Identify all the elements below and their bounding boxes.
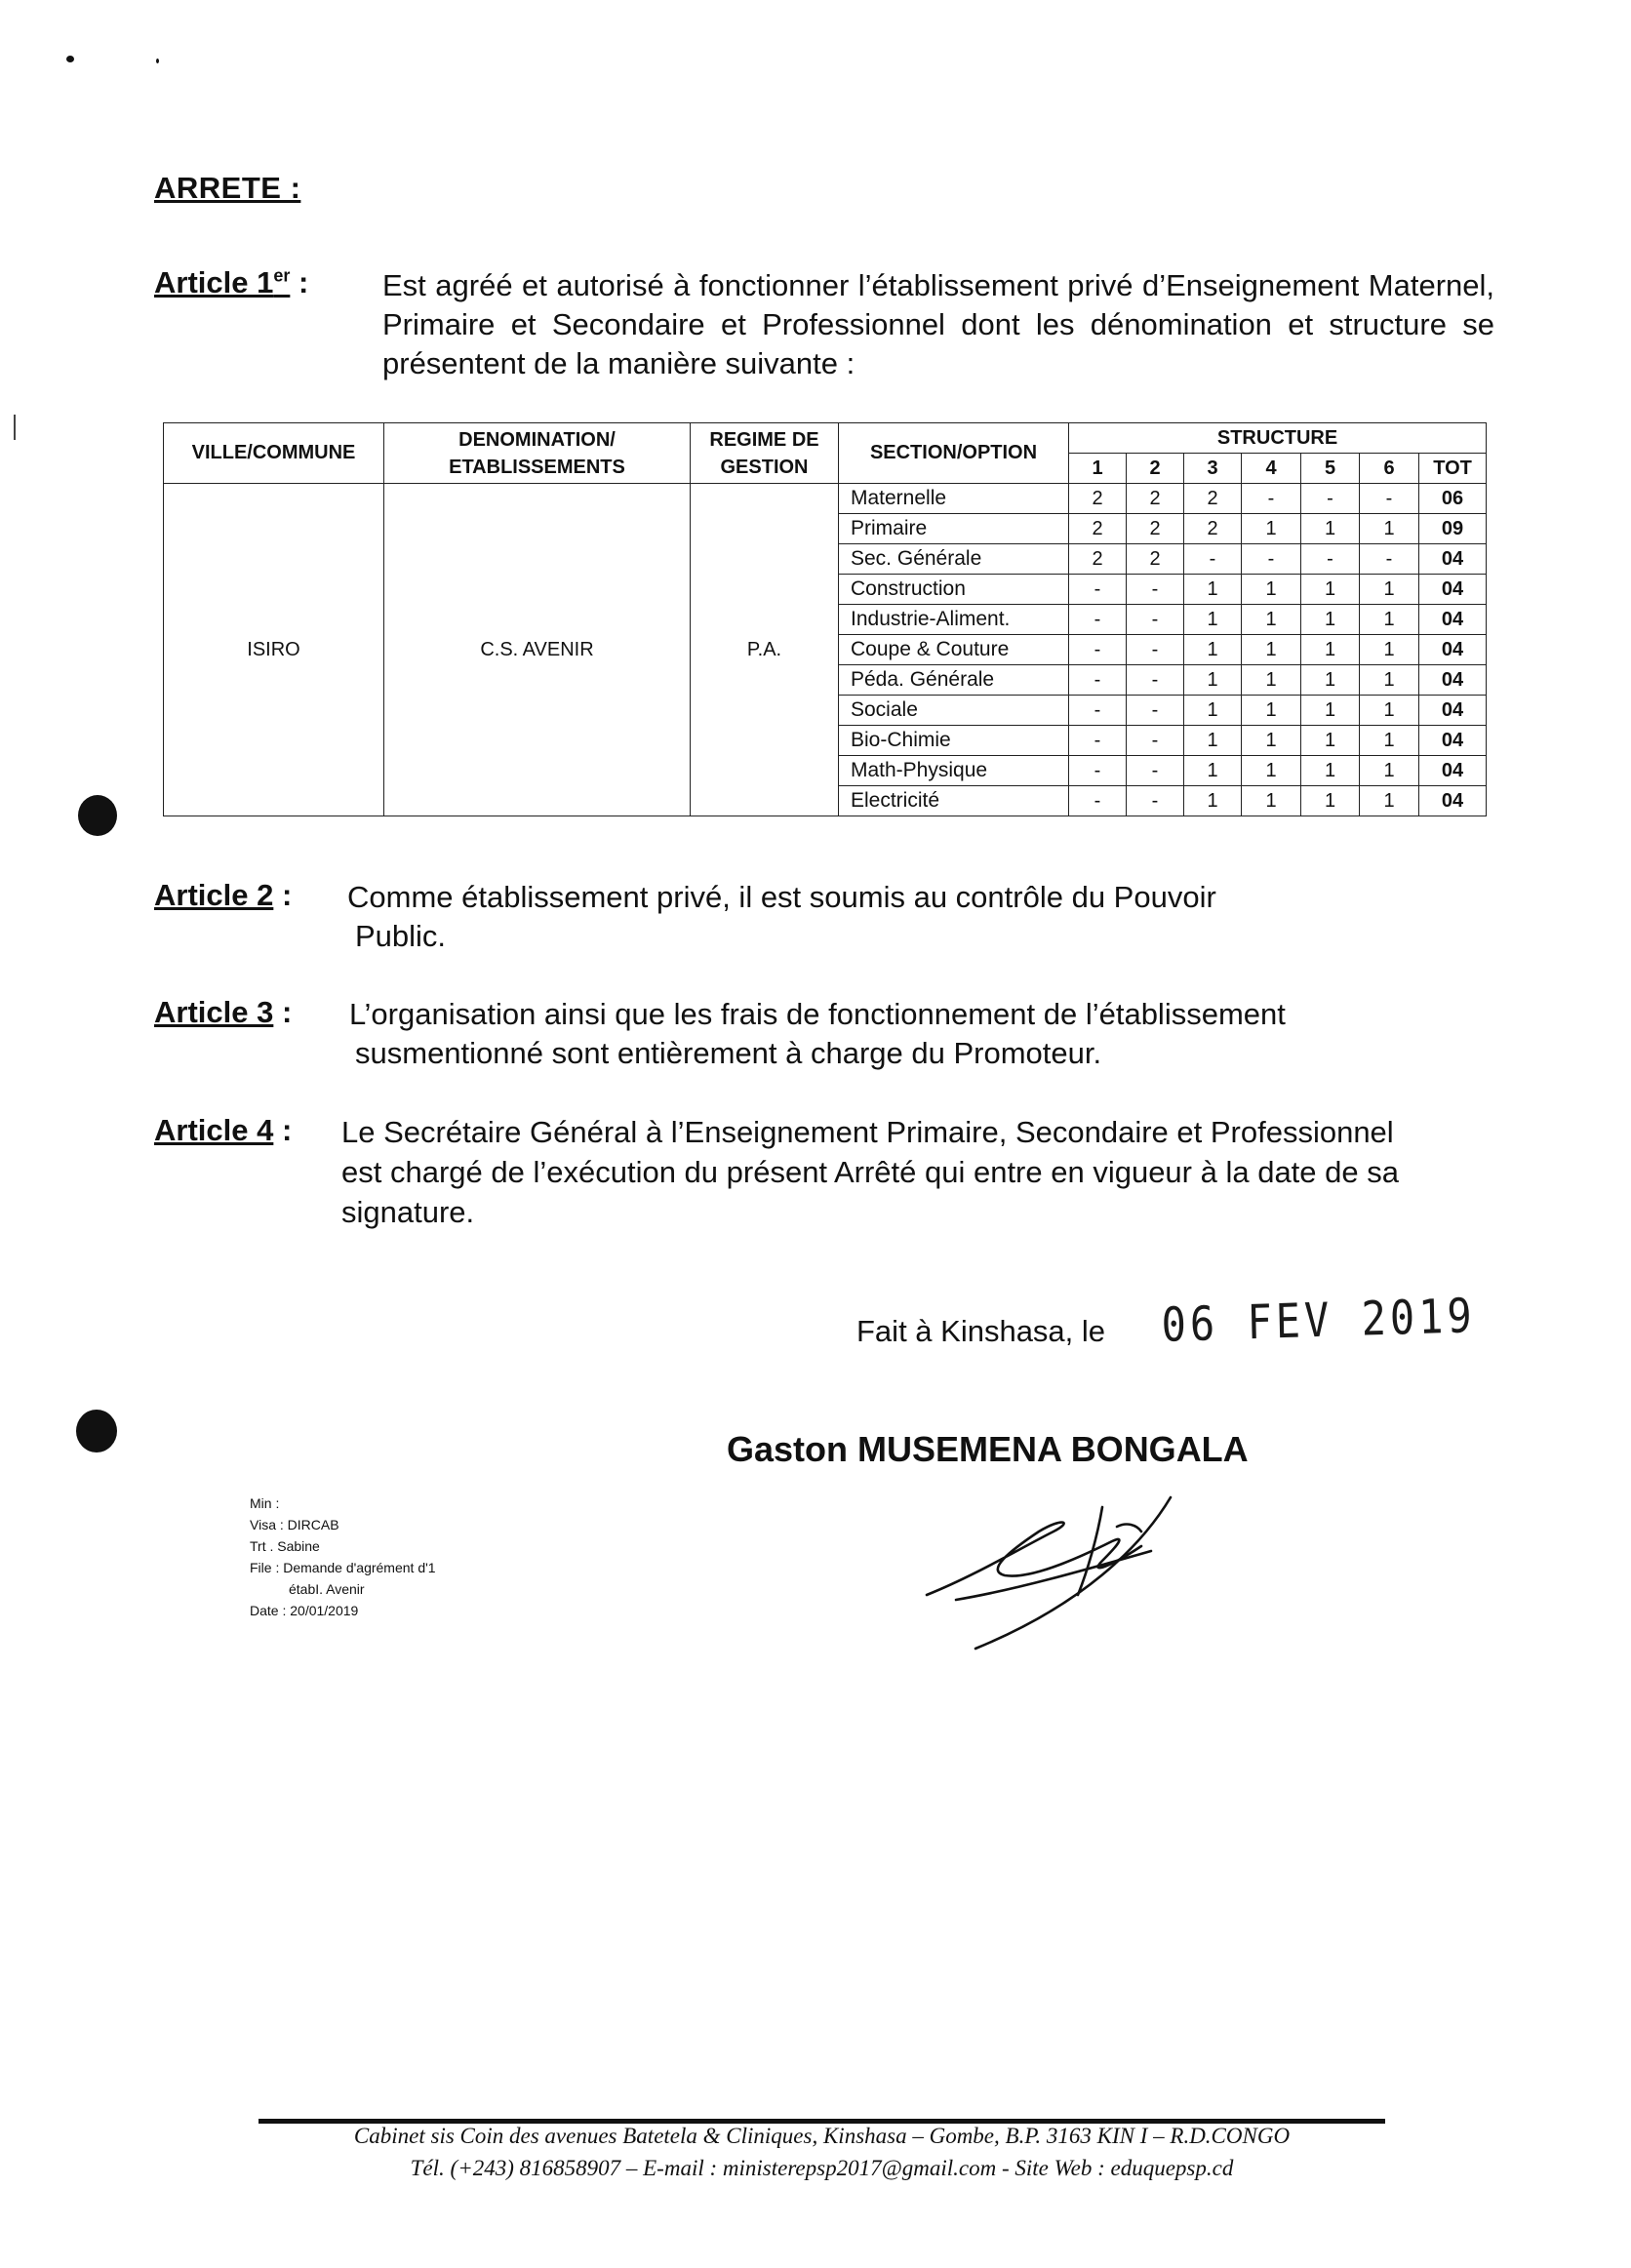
cell-value: 1 [1301, 696, 1360, 726]
cell-total: 04 [1419, 756, 1487, 786]
footer-address: Cabinet sis Coin des avenues Batetela & Cliniques, Kinshasa – Gombe, B.P. 3163 KIN I – R.D.CONGO [353, 2124, 1291, 2148]
cell-value: 1 [1301, 665, 1360, 696]
footer-contact: Tél. (+243) 816858907 – E-mail : ministerepsp2017@gmail.com - Site Web : eduquepsp.cd [410, 2156, 1234, 2180]
meta-trt: Trt . Sabine [250, 1538, 320, 1554]
cell-value: - [1360, 544, 1419, 575]
cell-value: 2 [1127, 484, 1184, 514]
cell-value: 1 [1242, 786, 1301, 816]
cell-value: - [1242, 544, 1301, 575]
cell-total: 06 [1419, 484, 1487, 514]
cell-value: - [1242, 484, 1301, 514]
cell-value: 1 [1301, 605, 1360, 635]
cell-value: - [1127, 665, 1184, 696]
article-4-label: Article 4 : [154, 1113, 293, 1147]
article-4-line-1: Le Secrétaire Général à l’Enseignement Primaire, Secondaire et Professionnel [341, 1115, 1394, 1149]
article-2-line-1: Comme établissement privé, il est soumis au contrôle du Pouvoir [347, 880, 1216, 914]
article-3-line-2: susmentionné sont entièrement à charge du Promoteur. [355, 1036, 1102, 1070]
cell-denomination: C.S. AVENIR [384, 484, 691, 816]
cell-value: - [1127, 756, 1184, 786]
cell-value: - [1301, 484, 1360, 514]
cell-value: - [1301, 544, 1360, 575]
cell-value: 2 [1069, 514, 1127, 544]
cell-value: 1 [1242, 635, 1301, 665]
cell-value: 1 [1360, 575, 1419, 605]
cell-total: 04 [1419, 575, 1487, 605]
cell-value: 2 [1069, 484, 1127, 514]
cell-regime: P.A. [691, 484, 839, 816]
binder-hole [76, 1410, 117, 1452]
meta-min: Min : [250, 1495, 280, 1511]
binder-hole [78, 795, 117, 836]
cell-value: 1 [1242, 696, 1301, 726]
header-col-4: 4 [1242, 454, 1301, 484]
cell-value: 1 [1360, 665, 1419, 696]
cell-section: Sociale [839, 696, 1069, 726]
cell-value: 1 [1360, 726, 1419, 756]
cell-value: 1 [1242, 665, 1301, 696]
header-col-tot: TOT [1419, 454, 1487, 484]
article-4-line-2: est chargé de l’exécution du présent Arrêté qui entre en vigueur à la date de sa [341, 1155, 1399, 1189]
cell-value: - [1069, 756, 1127, 786]
article-2-line-2: Public. [355, 919, 447, 953]
cell-value: - [1069, 696, 1127, 726]
cell-value: - [1069, 605, 1127, 635]
cell-value: 1 [1184, 605, 1242, 635]
cell-value: - [1069, 786, 1127, 816]
table-header-row [164, 423, 1487, 454]
cell-value: 1 [1301, 635, 1360, 665]
cell-section: Primaire [839, 514, 1069, 544]
scan-margin-line [14, 415, 16, 440]
meta-visa: Visa : DIRCAB [250, 1517, 339, 1532]
cell-total: 09 [1419, 514, 1487, 544]
article-3-line-1: L’organisation ainsi que les frais de fonctionnement de l’établissement [349, 997, 1286, 1031]
cell-value: 1 [1184, 575, 1242, 605]
cell-value: 1 [1360, 756, 1419, 786]
header-col-5: 5 [1301, 454, 1360, 484]
cell-total: 04 [1419, 544, 1487, 575]
cell-section: Maternelle [839, 484, 1069, 514]
article-4-line-3: signature. [341, 1195, 475, 1229]
meta-file-continued: étabI. Avenir [289, 1581, 365, 1597]
cell-value: 1 [1184, 665, 1242, 696]
cell-total: 04 [1419, 786, 1487, 816]
signatory-name: Gaston MUSEMENA BONGALA [727, 1429, 1249, 1469]
cell-value: 1 [1301, 786, 1360, 816]
header-col-6: 6 [1360, 454, 1419, 484]
cell-value: 1 [1301, 726, 1360, 756]
cell-value: - [1127, 786, 1184, 816]
cell-value: 1 [1360, 605, 1419, 635]
cell-section: Sec. Générale [839, 544, 1069, 575]
header-regime: REGIME DE GESTION [691, 423, 839, 484]
cell-value: 1 [1184, 696, 1242, 726]
cell-total: 04 [1419, 726, 1487, 756]
cell-total: 04 [1419, 635, 1487, 665]
cell-value: - [1360, 484, 1419, 514]
cell-value: 1 [1184, 786, 1242, 816]
scan-speck [66, 56, 74, 62]
article-3-label: Article 3 : [154, 995, 293, 1029]
cell-section: Coupe & Couture [839, 635, 1069, 665]
done-at-text: Fait à Kinshasa, le [856, 1314, 1106, 1348]
cell-section: Construction [839, 575, 1069, 605]
cell-value: - [1069, 665, 1127, 696]
cell-value: 1 [1360, 786, 1419, 816]
cell-section: Industrie-Aliment. [839, 605, 1069, 635]
header-col-3: 3 [1184, 454, 1242, 484]
cell-total: 04 [1419, 605, 1487, 635]
cell-value: - [1069, 726, 1127, 756]
cell-value: 1 [1301, 575, 1360, 605]
cell-value: 1 [1301, 756, 1360, 786]
scan-speck [156, 59, 159, 63]
cell-value: 1 [1242, 756, 1301, 786]
header-section: SECTION/OPTION [839, 423, 1069, 484]
cell-value: 2 [1184, 484, 1242, 514]
structure-table [163, 422, 1487, 816]
header-col-1: 1 [1069, 454, 1127, 484]
decree-heading: ARRETE : [154, 171, 301, 205]
cell-value: 1 [1242, 726, 1301, 756]
cell-value: - [1069, 575, 1127, 605]
cell-ville: ISIRO [164, 484, 384, 816]
cell-value: 1 [1360, 635, 1419, 665]
cell-total: 04 [1419, 665, 1487, 696]
cell-value: - [1184, 544, 1242, 575]
cell-value: 1 [1360, 696, 1419, 726]
cell-value: 1 [1242, 605, 1301, 635]
meta-date: Date : 20/01/2019 [250, 1603, 359, 1618]
cell-value: 2 [1127, 514, 1184, 544]
cell-value: - [1127, 726, 1184, 756]
handwritten-signature [917, 1478, 1210, 1653]
header-ville: VILLE/COMMUNE [164, 423, 384, 484]
cell-value: 2 [1184, 514, 1242, 544]
cell-value: 1 [1242, 575, 1301, 605]
article-2-label: Article 2 : [154, 878, 293, 912]
cell-section: Math-Physique [839, 756, 1069, 786]
meta-file: File : Demande d'agrément d'1 [250, 1560, 436, 1575]
cell-total: 04 [1419, 696, 1487, 726]
header-structure: STRUCTURE [1069, 423, 1487, 454]
cell-value: 2 [1127, 544, 1184, 575]
cell-value: 1 [1184, 635, 1242, 665]
cell-value: - [1069, 635, 1127, 665]
cell-value: 1 [1242, 514, 1301, 544]
cell-value: - [1127, 605, 1184, 635]
article-1-text: Est agréé et autorisé à fonctionner l’établissement privé d’Enseignement Maternel, Primaire et Secondaire et Professionnel dont les dénomination et structure se présentent de la manière suivante : [382, 268, 1494, 380]
cell-value: 2 [1069, 544, 1127, 575]
table-row [164, 484, 1487, 514]
cell-section: Electricité [839, 786, 1069, 816]
date-stamp: 06 FEV 2019 [1161, 1288, 1477, 1353]
article-1-label: Article 1er : [154, 265, 309, 299]
cell-value: 1 [1184, 726, 1242, 756]
cell-value: 1 [1360, 514, 1419, 544]
cell-value: 1 [1184, 756, 1242, 786]
cell-value: - [1127, 635, 1184, 665]
header-col-2: 2 [1127, 454, 1184, 484]
cell-value: 1 [1301, 514, 1360, 544]
cell-section: Bio-Chimie [839, 726, 1069, 756]
cell-section: Péda. Générale [839, 665, 1069, 696]
cell-value: - [1127, 696, 1184, 726]
header-denomination: DENOMINATION/ ETABLISSEMENTS [384, 423, 691, 484]
cell-value: - [1127, 575, 1184, 605]
